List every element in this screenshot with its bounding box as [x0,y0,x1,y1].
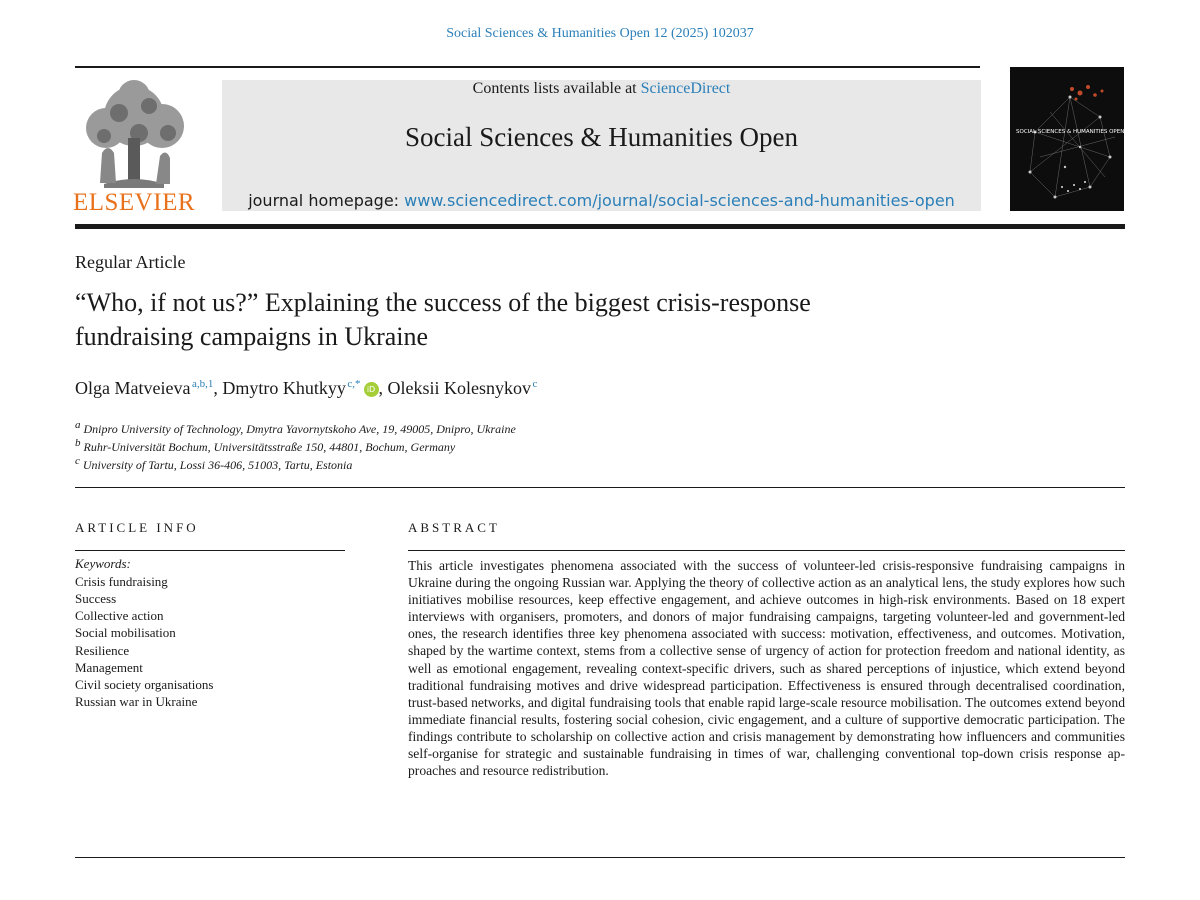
abstract-heading: ABSTRACT [408,520,500,535]
front-matter-divider [75,487,1125,488]
orcid-icon[interactable]: iD [364,382,379,397]
journal-citation[interactable]: Social Sciences & Humanities Open 12 (2025) 102037 [446,26,754,41]
author-name[interactable]: Dmytro Khutkyy [222,378,346,398]
cover-title: SOCIAL SCIENCES & HUMANITIES OPEN [1016,129,1124,135]
abstract-body: This article investigates phenomena associated with the success of volunteer-led crisis-responsive fundraising campaigns in Ukraine during the ongoing Russian war. Applying the theory of collective action as an analytical lens, the study explores how such initiatives mobilise resources, keep effective engagement, and achieve outcomes in high-risk environments. Based on 18 expert interviews with organisers, promoters, and donors of major fundraising campaigns, targeting volunteer-led and government-led ones, the research identifies three key phenomena associated with success: motivation, effectiveness, and outcomes. Motivation, shaped by the wartime context, stems from a collective sense of urgency of action for protection freedom and national identity, as well as emotional engagement, revealing context-specific drivers, such as shared perceptions of injustice, which extend beyond traditional fundraising motives and drive widespread participation. Effectiveness is ensured through decentralised coordination, trust-based networks, and digital fundraising tools that enable rapid large-scale resource mobilisation. The outcomes extend beyond immediate financial results, fostering social cohesion, civic engagement, and a culture of supportive democratic participation. The findings contribute to scholarship on collective action and crisis management by demonstrating how influencers and communities self-organise for strategic and sustainable fundraising in times of war, challenging conventional top-down crisis response approaches and resource redistribution. [408,558,1125,779]
author-name[interactable]: Olga Matveieva [75,378,191,398]
keyword-item: Management [75,660,143,675]
affiliation-text: Dnipro University of Technology, Dmytra Yavornytskoho Ave, 19, 49005, Dnipro, Ukraine [83,422,516,436]
contents-prefix: Contents lists available at [472,80,641,97]
keyword-item: Collective action [75,608,164,623]
elsevier-logo[interactable] [64,78,204,216]
article-info-divider [75,550,345,551]
title-divider [75,224,1125,229]
affiliation-item [75,437,455,455]
author-list: Olga Matveieva $^{a,b,1}$, Dmytro Khutkyy $^{c,*}$ iD , Oleksii Kolesnykov $^c$ [75,378,538,398]
keyword-item: Social mobilisation [75,625,176,640]
title-line-2: fundraising campaigns in Ukraine [75,322,429,351]
affiliation-item [75,419,516,437]
elsevier-tree-icon [64,78,204,216]
article-type: Regular Article [75,252,186,272]
keyword-item: Russian war in Ukraine [75,694,198,709]
journal-cover-thumbnail[interactable] [1010,67,1124,211]
publisher-wordmark: ELSEVIER [72,189,196,216]
affiliation-text: Ruhr-Universität Bochum, Universitätsstraße 150, 44801, Bochum, Germany [83,440,456,454]
keyword-item: Resilience [75,643,130,658]
affiliation-key: c [75,455,80,467]
affiliation-text: University of Tartu, Lossi 36-406, 51003, Tartu, Estonia [82,458,353,472]
homepage-line [222,191,981,210]
homepage-link[interactable]: www.sciencedirect.com/journal/social-sciences-and-humanities-open [404,191,955,210]
keywords-label: Keywords: [75,556,131,571]
author-name[interactable]: Oleksii Kolesnykov [387,378,532,398]
keyword-item: Crisis fundraising [75,574,168,589]
article-info-heading: ARTICLE INFO [75,520,199,535]
article-title [75,286,1095,354]
title-line-1: “Who, if not us?” Explaining the success of the biggest crisis-response [75,288,811,317]
journal-title[interactable]: Social Sciences & Humanities Open [405,122,798,152]
author-affiliation-marker[interactable]: c,* [347,378,361,390]
sciencedirect-link[interactable]: ScienceDirect [640,80,731,97]
contents-line [222,80,981,98]
homepage-prefix: journal homepage: [248,191,405,210]
affiliation-key: a [75,419,81,431]
affiliation-key: b [75,437,81,449]
keyword-item: Success [75,591,117,606]
network-globe-icon [1010,67,1124,211]
keyword-item: Civil society organisations [75,677,214,692]
abstract-divider [408,550,1125,551]
header-divider [75,66,980,68]
abstract-bottom-divider [75,857,1125,858]
author-affiliation-marker[interactable]: a,b,1 [191,378,214,390]
journal-banner [222,80,981,211]
author-affiliation-marker[interactable]: c [532,378,538,390]
affiliation-item [75,455,352,473]
